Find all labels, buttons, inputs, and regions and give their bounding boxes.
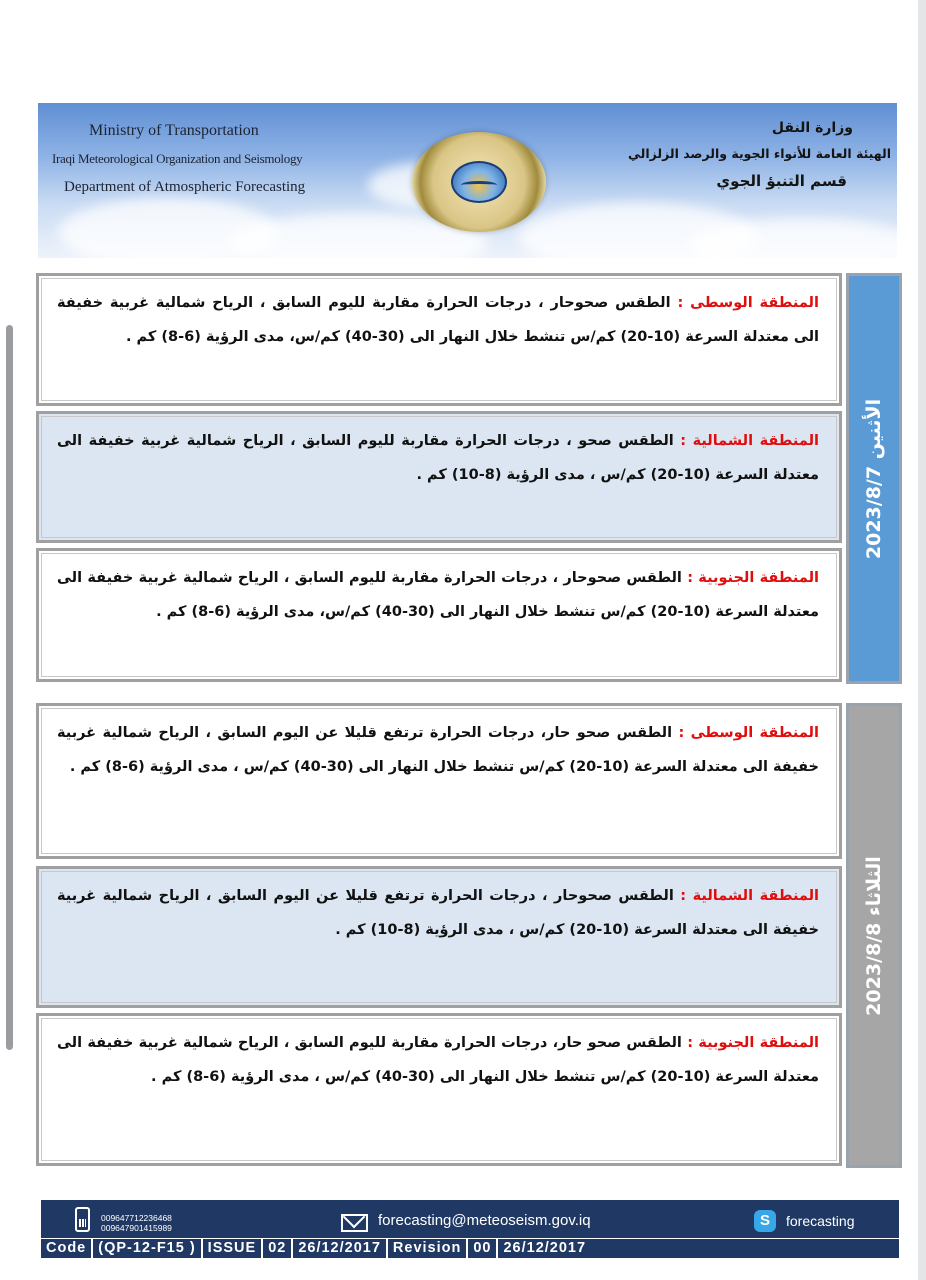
region-north-day2: المنطقة الشمالية : الطقس صحوحار ، درجات الحرارة ترتفع قليلا عن اليوم السابق ، الرياح شمالية غربية خفيفة الى معتدلة السرعة (10-20) كم/س ، مدى الرؤية (8-10) كم . <box>36 866 842 1008</box>
revision-label: Revision <box>388 1239 468 1258</box>
region-central-day1: المنطقة الوسطى : الطقس صحوحار ، درجات الحرارة مقاربة لليوم السابق ، الرياح شمالية غربية خفيفة الى معتدلة السرعة (10-20) كم/س تنشط خلال النهار الى (30-40) كم/س، مدى الرؤية (6-8) كم . <box>36 273 842 406</box>
forecast-day-1 <box>36 273 902 684</box>
region-label: المنطقة الوسطى <box>690 725 819 741</box>
region-label: المنطقة الجنوبية <box>698 570 819 586</box>
region-south-day2: المنطقة الجنوبية : الطقس صحو حار، درجات الحرارة مقاربة لليوم السابق ، الرياح شمالية غربية خفيفة الى معتدلة السرعة (10-20) كم/س تنشط خلال النهار الى (30-40) كم/س ، مدى الرؤية (6-8) كم . <box>36 1013 842 1166</box>
phone-number: 009647901415989 <box>101 1223 172 1233</box>
region-label: المنطقة الشمالية <box>692 888 819 904</box>
vertical-scrollbar[interactable] <box>6 325 13 1050</box>
department-name-ar: قسم التنبؤ الجوي <box>716 172 847 190</box>
ministry-name-en: Ministry of Transportation <box>89 122 259 139</box>
ministry-name-ar: وزارة النقل <box>771 120 853 136</box>
region-central-day2: المنطقة الوسطى : الطقس صحو حار، درجات الحرارة ترتفع قليلا عن اليوم السابق ، الرياح شمالية غربية خفيفة الى معتدلة السرعة (10-20) كم/س تنشط خلال النهار الى (30-40) كم/س ، مدى الرؤية (6-8) كم . <box>36 703 842 859</box>
document-control-row <box>41 1238 899 1258</box>
organization-name-en: Iraqi Meteorological Organization and Seismology <box>52 151 303 166</box>
organization-name-ar: الهيئة العامة للأنواء الجوية والرصد الزلزالي <box>628 146 891 161</box>
header-banner <box>38 103 897 258</box>
forecast-text: الطقس صحو حار، درجات الحرارة ترتفع قليلا عن اليوم السابق ، الرياح شمالية غربية خفيفة الى معتدلة السرعة (10-20) كم/س تنشط خلال النهار الى (30-40) كم/س ، مدى الرؤية (6-8) كم . <box>57 725 819 775</box>
skype-handle: forecasting <box>786 1213 855 1229</box>
day-tab-2 <box>846 703 902 1168</box>
region-south-day1: المنطقة الجنوبية : الطقس صحوحار ، درجات الحرارة مقاربة لليوم السابق ، الرياح شمالية غربية خفيفة الى معتدلة السرعة (10-20) كم/س تنشط خلال النهار الى (30-40) كم/س، مدى الرؤية (6-8) كم . <box>36 548 842 682</box>
day-date-label: الأثنين 2023/8/7 <box>863 398 885 559</box>
phone-icon <box>75 1207 90 1232</box>
forecast-text: الطقس صحو ، درجات الحرارة مقاربة لليوم السابق ، الرياح شمالية غربية خفيفة الى معتدلة السرعة (10-20) كم/س ، مدى الرؤية (8-10) كم . <box>57 433 819 483</box>
forecast-text: الطقس صحو حار، درجات الحرارة مقاربة لليوم السابق ، الرياح شمالية غربية خفيفة الى معتدلة السرعة (10-20) كم/س تنشط خلال النهار الى (30-40) كم/س ، مدى الرؤية (6-8) كم . <box>57 1035 819 1085</box>
issue-date: 26/12/2017 <box>293 1239 388 1258</box>
organization-logo <box>412 132 546 232</box>
region-label: المنطقة الجنوبية <box>698 1035 819 1051</box>
forecast-text: الطقس صحوحار ، درجات الحرارة ترتفع قليلا عن اليوم السابق ، الرياح شمالية غربية خفيفة الى معتدلة السرعة (10-20) كم/س ، مدى الرؤية (8-10) كم . <box>57 888 819 938</box>
header-english <box>38 117 378 201</box>
revision-date: 26/12/2017 <box>503 1240 587 1256</box>
code-label: Code <box>41 1239 93 1258</box>
email-address[interactable]: forecasting@meteoseism.gov.iq <box>378 1212 591 1229</box>
viewer-edge <box>918 0 926 1280</box>
region-label: المنطقة الوسطى <box>690 295 819 311</box>
region-label: المنطقة الشمالية <box>692 433 819 449</box>
forecast-text: الطقس صحوحار ، درجات الحرارة مقاربة لليوم السابق ، الرياح شمالية غربية خفيفة الى معتدلة السرعة (10-20) كم/س تنشط خلال النهار الى (30-40) كم/س، مدى الرؤية (6-8) كم . <box>57 295 819 345</box>
header-arabic <box>561 115 891 195</box>
mail-icon <box>341 1214 368 1232</box>
revision-value: 00 <box>468 1239 498 1258</box>
phone-numbers <box>101 1213 172 1233</box>
forecast-day-2 <box>36 703 902 1168</box>
phone-number: 009647712236468 <box>101 1213 172 1223</box>
region-north-day1: المنطقة الشمالية : الطقس صحو ، درجات الحرارة مقاربة لليوم السابق ، الرياح شمالية غربية خفيفة الى معتدلة السرعة (10-20) كم/س ، مدى الرؤية (8-10) كم . <box>36 411 842 543</box>
forecast-text: الطقس صحوحار ، درجات الحرارة مقاربة لليوم السابق ، الرياح شمالية غربية خفيفة الى معتدلة السرعة (10-20) كم/س تنشط خلال النهار الى (30-40) كم/س، مدى الرؤية (6-8) كم . <box>57 570 819 620</box>
department-name-en: Department of Atmospheric Forecasting <box>64 179 306 195</box>
document-footer <box>41 1200 899 1258</box>
skype-icon: S <box>754 1210 776 1232</box>
code-value: (QP-12-F15 ) <box>93 1239 202 1258</box>
day-date-label: الثلاثاء 2023/8/8 <box>863 855 885 1016</box>
issue-value: 02 <box>263 1239 293 1258</box>
issue-label: ISSUE <box>203 1239 264 1258</box>
day-tab-1 <box>846 273 902 684</box>
